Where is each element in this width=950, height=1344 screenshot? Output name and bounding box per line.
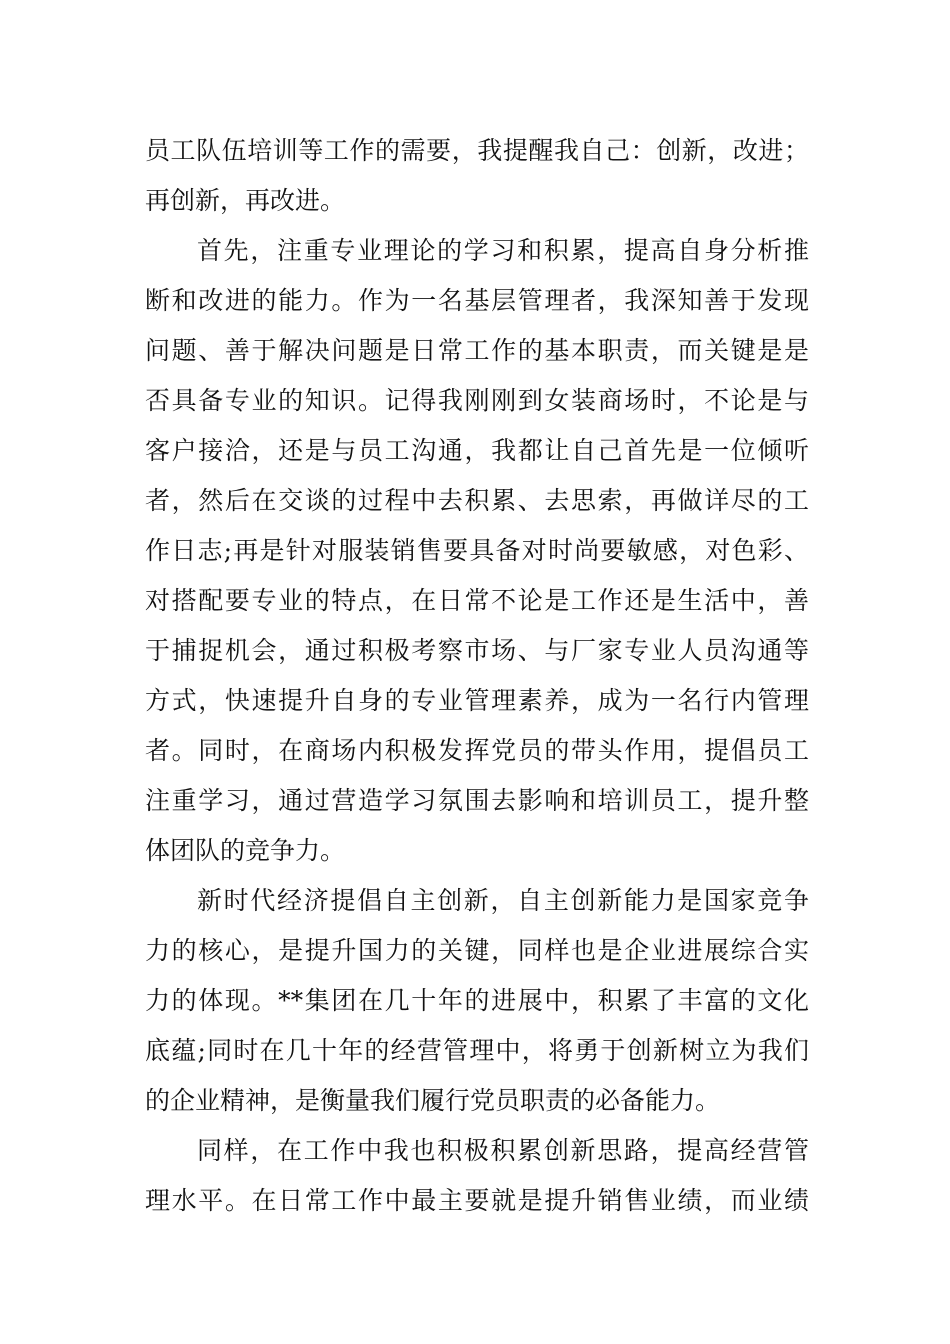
text-line: 于捕捉机会，通过积极考察市场、与厂家专业人员沟通等 [145,636,809,665]
paragraph-management [145,1126,809,1226]
text-line: 注重学习，通过营造学习氛围去影响和培训员工，提升整 [145,786,809,815]
text-line: 断和改进的能力。作为一名基层管理者，我深知善于发现 [145,286,809,315]
text-line: 体团队的竞争力。 [145,836,346,865]
text-line: 对搭配要专业的特点，在日常不论是工作还是生活中，善 [145,586,809,615]
text-line: 方式，快速提升自身的专业管理素养，成为一名行内管理 [145,686,809,715]
text-line: 同样，在工作中我也积极积累创新思路，提高经营管 [197,1136,809,1165]
text-line: 新时代经济提倡自主创新，自主创新能力是国家竞争 [197,886,809,915]
text-line: 问题、善于解决问题是日常工作的基本职责，而关键是是 [145,336,809,365]
text-line: 理水平。在日常工作中最主要就是提升销售业绩，而业绩 [145,1186,809,1215]
text-line: 力的核心，是提升国力的关键，同样也是企业进展综合实 [145,936,809,965]
paragraph-professional-theory [145,226,809,876]
text-line: 的企业精神，是衡量我们履行党员职责的必备能力。 [145,1086,721,1115]
paragraph-innovation [145,876,809,1126]
text-line: 力的体现。**集团在几十年的进展中，积累了丰富的文化 [145,986,809,1015]
text-line: 者。同时，在商场内积极发挥党员的带头作用，提倡员工 [145,736,809,765]
paragraph-continuation [145,126,809,226]
text-line: 者，然后在交谈的过程中去积累、去思索，再做详尽的工 [145,486,809,515]
text-line: 再创新，再改进。 [145,186,346,215]
text-line: 员工队伍培训等工作的需要，我提醒我自己：创新，改进； [145,136,809,165]
text-line: 客户接洽，还是与员工沟通，我都让自己首先是一位倾听 [145,436,809,465]
text-line: 否具备专业的知识。记得我刚刚到女装商场时，不论是与 [145,386,809,415]
text-line: 底蕴;同时在几十年的经营管理中，将勇于创新树立为我们 [145,1036,809,1065]
text-line: 首先，注重专业理论的学习和积累，提高自身分析推 [197,236,809,265]
document-body [145,126,809,1226]
text-line: 作日志;再是针对服装销售要具备对时尚要敏感，对色彩、 [145,536,809,565]
